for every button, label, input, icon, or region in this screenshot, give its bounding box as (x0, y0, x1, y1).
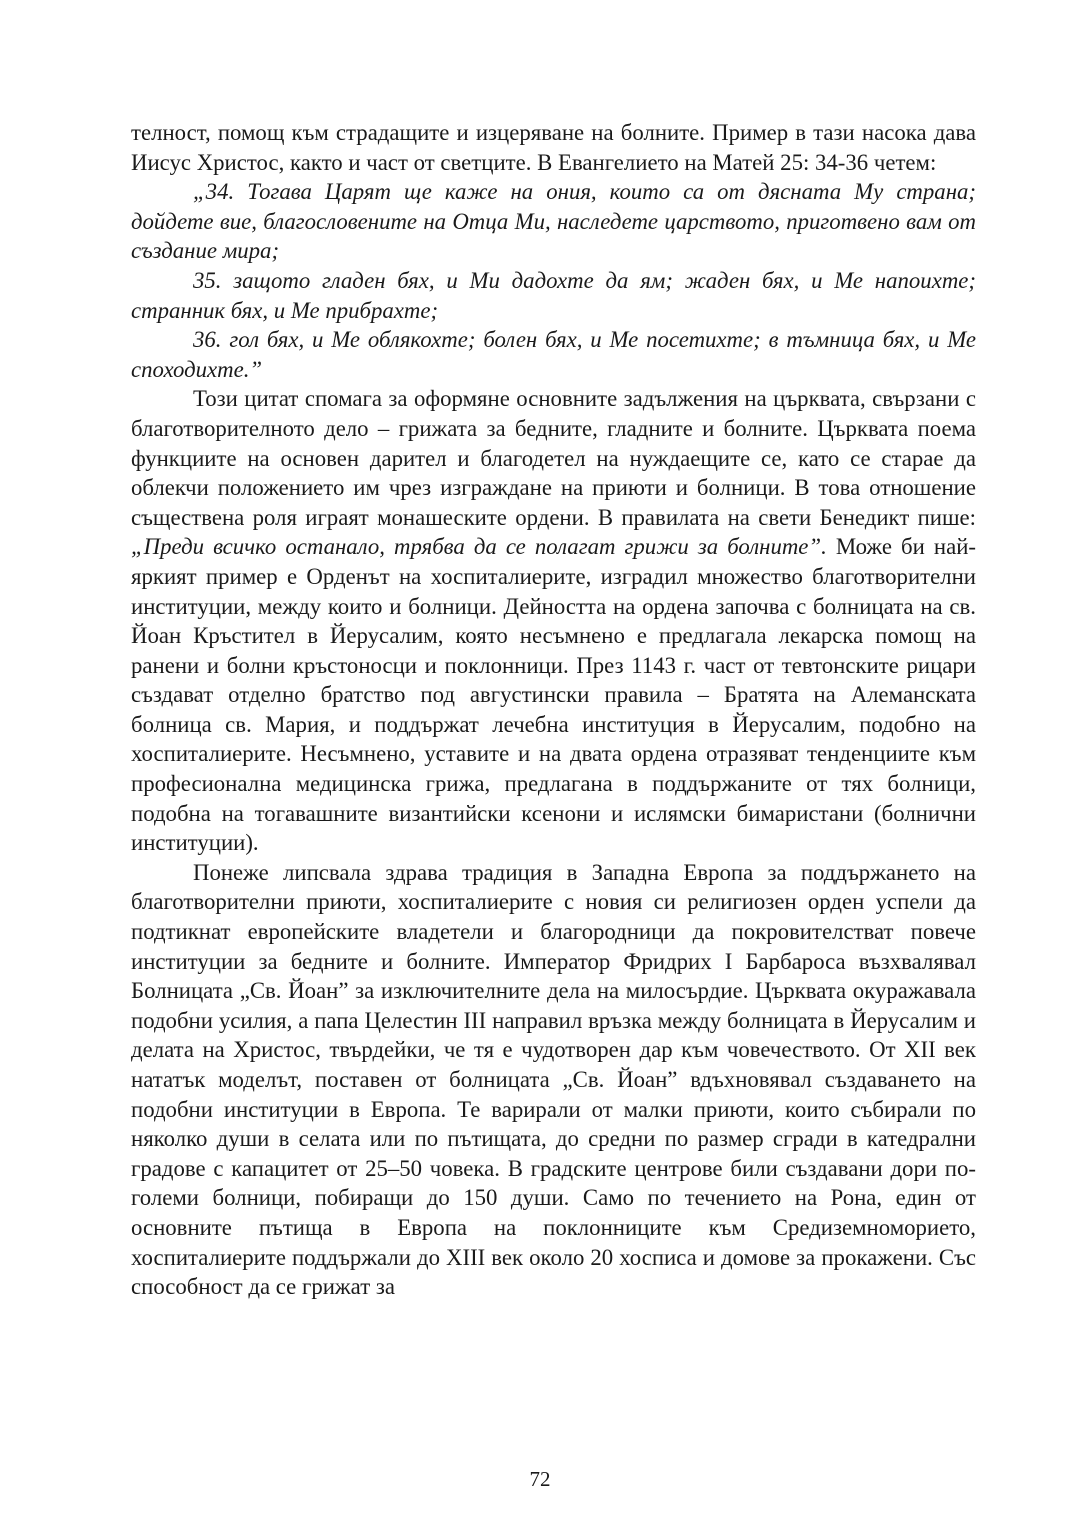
paragraph-church-duties (131, 384, 976, 858)
page-number: 72 (529, 1467, 551, 1491)
paragraph-intro: телност, помощ към страдащите и изцеряване на болните. Пример в тази насока дава Иисус Христос, както и част от светците. В Евангелието на Матей 25: 34-36 четем: (131, 120, 976, 175)
benedict-quote: „Преди всичко останало, трябва да се полагат грижи за болните”. (131, 534, 827, 560)
paragraph-church-duties-text-end: Може би най-яркият пример е Орденът на хоспиталиерите, изградил множество благотворителни институции, между които и болници. Дейността на ордена започва с болницата на св. Йоан Кръстител в Йерусалим, която несъмнено е предлагала лекарска помощ на ранени и болни кръстоносци и поклонници. През 1143 г. част от тевтонските рицари създават отделно братство под августински правила – Братята на Алеманската болница св. Мария, и поддържат лечебна институция в Йерусалим, подобно на хоспиталиерите. Несъмнено, уставите и на двата ордена отразяват тенденциите към професионална медицинска грижа, предлагана в поддържаните от тях болници, подобна на тогавашните византийски ксенони и ислямски бимаристани (болнични институции). (131, 534, 976, 856)
paragraph-church-duties-text-start: Този цитат спомага за оформяне основните задължения на църквата, свързани с благотворителното дело – грижата за бедните, гладните и болните. Църквата поема функциите на основен дарител и благодетел на нуждаещите се, като се старае да облекчи положението им чрез изграждане на приюти и болници. В това отношение съществена роля играят монашеските ордени. В правилата на свети Бенедикт пише: (131, 386, 976, 530)
quote-verse-35: 35. защото гладен бях, и Ми дадохте да ям; жаден бях, и Ме напоихте; странник бях, и Ме прибрахте; (131, 267, 976, 323)
quote-verse-36: 36. гол бях, и Ме облякохте; болен бях, и Ме посетихте; в тъмница бях, и Ме споходихте.” (131, 327, 976, 382)
paragraph-hospitallers: Понеже липсвала здрава традиция в Западна Европа за поддържането на благотворителни приюти, хоспиталиерите с новия си религиозен орден успели да подтикнат европейските владетели и благородници да покровителстват повече институции за бедните и болните. Император Фридрих I Барбароса възхвалявал Болницата „Св. Йоан” за изключителните дела на милосърдие. Църквата окуражавала подобни усилия, а папа Целестин III направил връзка между болницата в Йерусалим и делата на Христос, твърдейки, че тя е чудотворен дар към човечеството. От XII век нататък моделът, поставен от болницата „Св. Йоан” вдъхновявал създаването на подобни институции в Европа. Те варирали от малки приюти, които събирали по няколко души в селата или по пътищата, до средни по размер сгради в катедрални градове с капацитет от 25–50 човека. В градските центрове били създавани дори по-големи болници, побиращи до 150 души. Само по течението на Рона, един от основните пътища в Европа на поклонниците към Средиземноморието, хоспиталиерите поддържали до XIII век около 20 хосписа и домове за прокажени. Със способност да се грижат за (131, 859, 976, 1300)
page-body (131, 118, 976, 1302)
quote-verse-34: „34. Тогава Царят ще каже на ония, които са от дясната Му страна; дойдете вие, благословените на Отца Ми, наследете царството, приготвено вам от създание мира; (131, 179, 976, 264)
